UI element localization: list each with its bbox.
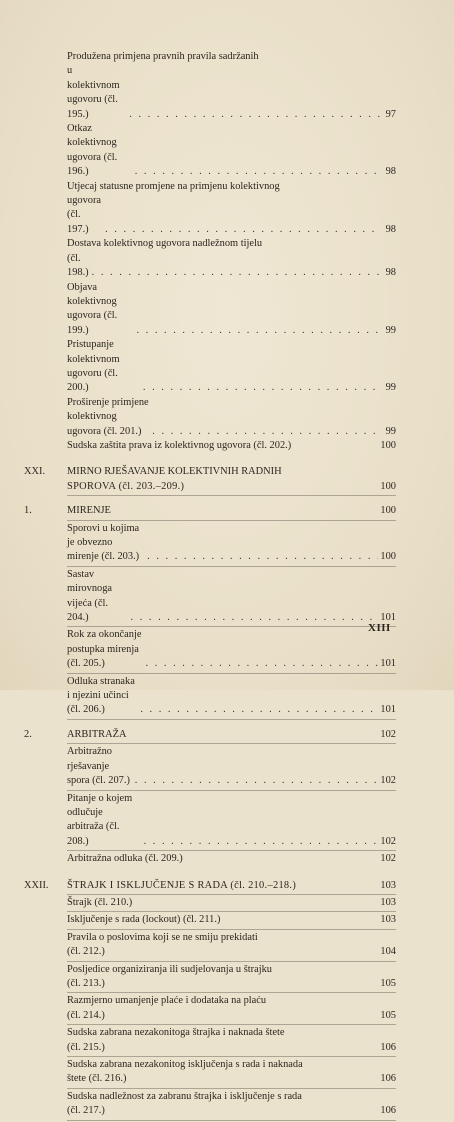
entry-page-number: 101 bbox=[380, 612, 396, 624]
entry-page-number: 102 bbox=[380, 775, 396, 787]
chapter-number: XXII. bbox=[24, 879, 49, 891]
entry-text: Pristupanje kolektivnom ugovoru (čl. 200.) bbox=[67, 339, 120, 394]
entry-text-line-1: Dostava kolektivnog ugovora nadležnom tijelu bbox=[67, 238, 263, 250]
toc-entry bbox=[24, 896, 396, 910]
chapter-page-number: 100 bbox=[380, 480, 396, 492]
toc-entry bbox=[24, 792, 396, 850]
entry-text-line-1: Sudska zabrana nezakonitoga štrajka i naknada štete bbox=[67, 1027, 285, 1039]
entry-page-number: 99 bbox=[385, 382, 396, 394]
entry-page-number: 101 bbox=[380, 704, 396, 716]
toc-entry bbox=[24, 568, 396, 626]
toc-entry bbox=[24, 628, 396, 671]
toc-entry bbox=[24, 1090, 396, 1119]
toc-entry bbox=[24, 852, 396, 866]
toc-entry bbox=[24, 338, 396, 396]
toc-entry bbox=[24, 522, 396, 565]
entry-page-number: 97 bbox=[385, 108, 396, 120]
entry-text-line-2: ugovora (čl. 197.) bbox=[67, 195, 102, 235]
entry-text: Sporovi u kojima je obvezno mirenje (čl. 203.) bbox=[67, 522, 140, 563]
rule bbox=[67, 495, 396, 496]
chapter-heading-xxi bbox=[24, 465, 396, 494]
rule bbox=[67, 929, 396, 930]
entry-page-number: 106 bbox=[380, 1073, 396, 1085]
toc-entry bbox=[24, 122, 396, 180]
rule bbox=[67, 743, 396, 744]
rule bbox=[67, 790, 396, 791]
section-number: 2. bbox=[24, 728, 32, 740]
toc-entry bbox=[24, 50, 396, 122]
entry-page-number: 99 bbox=[385, 425, 396, 437]
chapter-title-line-1: MIRNO RJEŠAVANJE KOLEKTIVNIH RADNIH bbox=[67, 466, 282, 478]
entry-page-number: 98 bbox=[385, 223, 396, 235]
entry-text-line-2: štete (čl. 216.) bbox=[67, 1073, 127, 1085]
rule bbox=[67, 673, 396, 674]
entry-page-number: 102 bbox=[380, 835, 396, 847]
toc-entry bbox=[24, 281, 396, 339]
rule bbox=[67, 961, 396, 962]
entry-text-line-2: (čl. 213.) bbox=[67, 977, 105, 989]
rule bbox=[67, 992, 396, 993]
rule bbox=[67, 850, 396, 851]
toc-entry bbox=[24, 1026, 396, 1055]
entry-text-line-1: Utjecaj statusne promjene na primjenu kolektivnog bbox=[67, 180, 280, 192]
entry-page-number: 105 bbox=[380, 977, 396, 989]
page-folio: XIII bbox=[368, 622, 391, 634]
section-title: ARBITRAŽA bbox=[67, 728, 127, 740]
entry-page-number: 104 bbox=[380, 946, 396, 958]
entry-text-line-2: (čl. 215.) bbox=[67, 1041, 105, 1053]
entry-page-number: 106 bbox=[380, 1105, 396, 1117]
entry-text: Objava kolektivnog ugovora (čl. 199.) bbox=[67, 281, 118, 336]
entry-text: Proširenje primjene kolektivnog ugovora (čl. 201.) bbox=[67, 396, 149, 437]
entry-text-line-1: Razmjerno umanjenje plaće i dodataka na plaću bbox=[67, 995, 267, 1007]
toc-entry bbox=[24, 1058, 396, 1087]
rule bbox=[67, 626, 396, 627]
entry-text: Pitanje o kojem odlučuje arbitraža (čl. 208.) bbox=[67, 792, 133, 847]
toc-entry bbox=[24, 180, 396, 238]
chapter-number: XXI. bbox=[24, 466, 46, 478]
entry-text-line-1: Sudska nadležnost za zabranu štrajka i isključenje s rada bbox=[67, 1090, 302, 1102]
chapter-page-number: 103 bbox=[380, 879, 396, 891]
entry-page-number: 100 bbox=[380, 439, 396, 451]
section-page-number: 100 bbox=[380, 505, 396, 517]
entry-page-number: 98 bbox=[385, 267, 396, 279]
entry-text-line-1: Pravila o poslovima koji se ne smiju prekidati bbox=[67, 931, 258, 943]
entry-text-line-2: (čl. 212.) bbox=[67, 946, 105, 958]
rule bbox=[67, 520, 396, 521]
entry-page-number: 98 bbox=[385, 166, 396, 178]
entry-page-number: 99 bbox=[385, 324, 396, 336]
entry-page-number: 102 bbox=[380, 853, 396, 865]
entry-text-line-2: u kolektivnom ugovoru (čl. 195.) bbox=[67, 65, 120, 120]
entry-text-line-1: Produžena primjena pravnih pravila sadržanih bbox=[67, 51, 259, 62]
table-of-contents bbox=[24, 50, 396, 1122]
entry-text: Odluka stranaka i njezini učinci (čl. 206.) bbox=[67, 675, 135, 716]
entry-page-number: 103 bbox=[380, 896, 396, 908]
entry-text: Arbitražno rješavanje spora (čl. 207.) bbox=[67, 746, 130, 787]
entry-text: Isključenje s rada (lockout) (čl. 211.) bbox=[67, 914, 221, 926]
entry-text: Sudska zaštita prava iz kolektivnog ugovora (čl. 202.) bbox=[67, 439, 292, 451]
rule bbox=[67, 566, 396, 567]
rule bbox=[67, 1088, 396, 1089]
rule bbox=[67, 911, 396, 912]
entry-text-line-2: (čl. 214.) bbox=[67, 1009, 105, 1021]
entry-text: Otkaz kolektivnog ugovora (čl. 196.) bbox=[67, 123, 118, 178]
toc-entry bbox=[24, 931, 396, 960]
entry-text: Sastav mirovnoga vijeća (čl. 204.) bbox=[67, 568, 113, 624]
entry-text: Arbitražna odluka (čl. 209.) bbox=[67, 853, 183, 865]
entry-text-line-2: (čl. 217.) bbox=[67, 1105, 105, 1117]
chapter-title-line-2: SPOROVA (čl. 203.–209.) bbox=[67, 480, 185, 492]
chapter-heading-xxii bbox=[24, 879, 396, 893]
toc-entry bbox=[24, 675, 396, 718]
entry-page-number: 101 bbox=[380, 658, 396, 670]
toc-entry bbox=[24, 913, 396, 927]
toc-entry bbox=[24, 439, 396, 453]
toc-entry bbox=[24, 994, 396, 1023]
entry-text-line-1: Sudska zabrana nezakonitog isključenja s rada i naknada bbox=[67, 1059, 303, 1070]
section-heading-arbitraza bbox=[24, 728, 396, 742]
rule bbox=[67, 1024, 396, 1025]
entry-page-number: 100 bbox=[380, 551, 396, 563]
entry-page-number: 103 bbox=[380, 914, 396, 926]
section-title: MIRENJE bbox=[67, 505, 111, 517]
entry-text: Rok za okončanje postupka mirenja (čl. 205.) bbox=[67, 629, 142, 670]
toc-entry bbox=[24, 237, 396, 280]
section-number: 1. bbox=[24, 505, 32, 517]
rule bbox=[67, 1056, 396, 1057]
entry-text: Štrajk (čl. 210.) bbox=[67, 896, 133, 908]
toc-entry bbox=[24, 745, 396, 788]
entry-page-number: 106 bbox=[380, 1041, 396, 1053]
toc-entry bbox=[24, 396, 396, 439]
entry-page-number: 105 bbox=[380, 1009, 396, 1021]
section-page-number: 102 bbox=[380, 728, 396, 740]
rule bbox=[67, 894, 396, 895]
section-heading-mirenje bbox=[24, 504, 396, 518]
rule bbox=[67, 719, 396, 720]
chapter-title: ŠTRAJK I ISKLJUČENJE S RADA (čl. 210.–218.) bbox=[67, 879, 297, 891]
entry-text-line-2: (čl. 198.) bbox=[67, 252, 89, 279]
entry-text-line-1: Posljedice organiziranja ili sudjelovanja u štrajku bbox=[67, 963, 272, 975]
toc-entry bbox=[24, 963, 396, 992]
rule bbox=[67, 1120, 396, 1121]
